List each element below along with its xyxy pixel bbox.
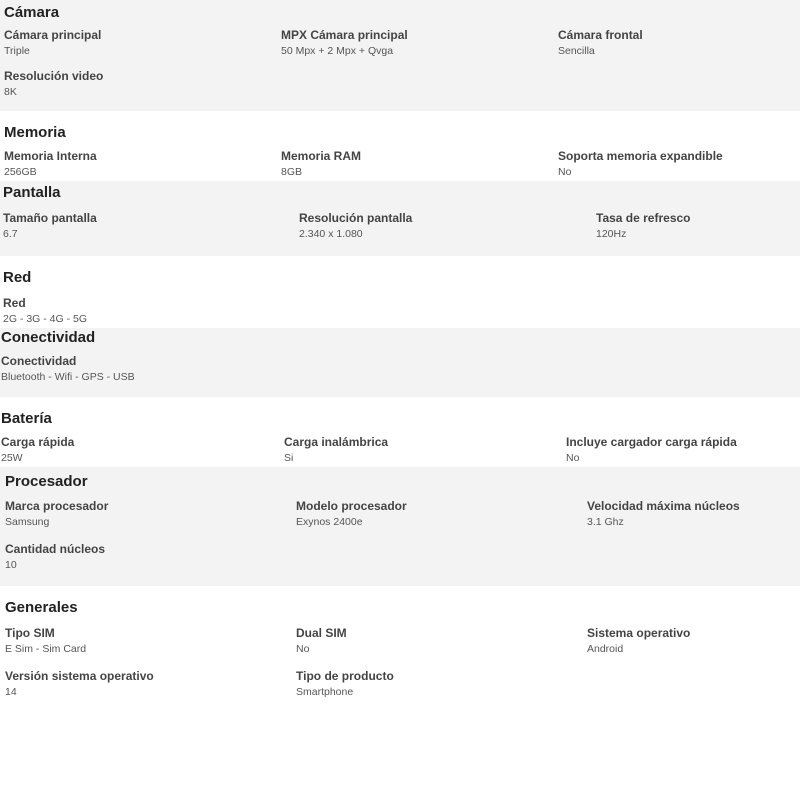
spec-label: Tasa de refresco [596, 211, 691, 225]
section-memoria [0, 111, 800, 181]
section-title: Pantalla [3, 184, 61, 201]
spec-modelo-procesador [296, 499, 407, 529]
spec-label: Carga inalámbrica [284, 435, 389, 449]
spec-cantidad-nucleos [5, 542, 105, 572]
spec-mpx-camara-principal [281, 28, 408, 58]
spec-label: Memoria RAM [281, 149, 362, 163]
spec-camara-frontal [558, 28, 643, 58]
spec-value: 2.340 x 1.080 [299, 228, 363, 240]
spec-memoria-expandible [558, 149, 723, 179]
spec-carga-rapida [1, 435, 74, 465]
spec-value: Si [284, 452, 294, 464]
spec-red [3, 296, 87, 326]
spec-value: 120Hz [596, 228, 627, 240]
spec-label: Memoria Interna [4, 149, 97, 163]
spec-label: Tamaño pantalla [3, 211, 97, 225]
spec-value: Exynos 2400e [296, 516, 363, 528]
spec-version-sistema-operativo [5, 669, 154, 699]
spec-label: Cámara frontal [558, 28, 643, 42]
spec-label: Cantidad núcleos [5, 542, 106, 556]
spec-value: 256GB [4, 166, 37, 178]
section-title: Memoria [4, 124, 66, 141]
spec-label: Dual SIM [296, 626, 347, 640]
spec-marca-procesador [5, 499, 108, 529]
spec-tasa-refresco [596, 211, 691, 241]
spec-value: 3.1 Ghz [587, 516, 624, 528]
spec-tipo-producto [296, 669, 394, 699]
spec-label: Conectividad [1, 354, 77, 368]
spec-incluye-cargador [566, 435, 737, 465]
spec-value: 25W [1, 452, 23, 464]
spec-memoria-ram [281, 149, 361, 179]
section-title: Generales [5, 599, 78, 616]
spec-value: Bluetooth - Wifi - GPS - USB [1, 371, 135, 383]
section-red [0, 256, 800, 328]
spec-label: Resolución pantalla [299, 211, 413, 225]
spec-value: No [566, 452, 580, 464]
section-title: Procesador [5, 473, 88, 490]
spec-conectividad [1, 354, 135, 384]
spec-resolucion-pantalla [299, 211, 412, 241]
spec-label: Cámara principal [4, 28, 102, 42]
spec-value: Sencilla [558, 45, 595, 57]
section-title: Conectividad [1, 329, 96, 346]
section-camara [0, 0, 800, 111]
spec-label: Resolución video [4, 69, 104, 83]
spec-value: Smartphone [296, 686, 354, 698]
spec-label: Tipo SIM [5, 626, 55, 640]
spec-resolucion-video [4, 69, 103, 99]
spec-value: 14 [5, 686, 17, 698]
section-pantalla [0, 181, 800, 256]
spec-value: Samsung [5, 516, 50, 528]
section-generales [0, 586, 800, 800]
spec-sistema-operativo [587, 626, 690, 656]
spec-value: No [296, 643, 310, 655]
spec-label: MPX Cámara principal [281, 28, 408, 42]
spec-label: Incluye cargador carga rápida [566, 435, 737, 449]
spec-value: Triple [4, 45, 30, 57]
spec-label: Modelo procesador [296, 499, 407, 513]
section-title: Cámara [4, 4, 60, 21]
spec-carga-inalambrica [284, 435, 388, 465]
section-title: Red [3, 269, 32, 286]
spec-label: Tipo de producto [296, 669, 394, 683]
spec-value: 8GB [281, 166, 303, 178]
spec-label: Velocidad máxima núcleos [587, 499, 740, 513]
spec-tipo-sim [5, 626, 86, 656]
spec-tamano-pantalla [3, 211, 97, 241]
section-title: Batería [1, 410, 52, 427]
spec-velocidad-nucleos [587, 499, 740, 529]
spec-value: 2G - 3G - 4G - 5G [3, 313, 88, 325]
spec-value: Android [587, 643, 624, 655]
spec-label: Red [3, 296, 26, 310]
spec-value: 6.7 [3, 228, 18, 240]
spec-value: No [558, 166, 572, 178]
section-bateria [0, 397, 800, 467]
spec-value: 8K [4, 86, 17, 98]
spec-dual-sim [296, 626, 347, 656]
spec-memoria-interna [4, 149, 97, 179]
spec-value: E Sim - Sim Card [5, 643, 87, 655]
spec-camara-principal [4, 28, 101, 58]
spec-label: Marca procesador [5, 499, 109, 513]
section-conectividad [0, 328, 800, 397]
section-procesador [0, 467, 800, 586]
spec-value: 50 Mpx + 2 Mpx + Qvga [281, 45, 394, 57]
spec-label: Versión sistema operativo [5, 669, 154, 683]
spec-value: 10 [5, 559, 17, 571]
spec-label: Soporta memoria expandible [558, 149, 723, 163]
spec-label: Carga rápida [1, 435, 75, 449]
spec-label: Sistema operativo [587, 626, 691, 640]
